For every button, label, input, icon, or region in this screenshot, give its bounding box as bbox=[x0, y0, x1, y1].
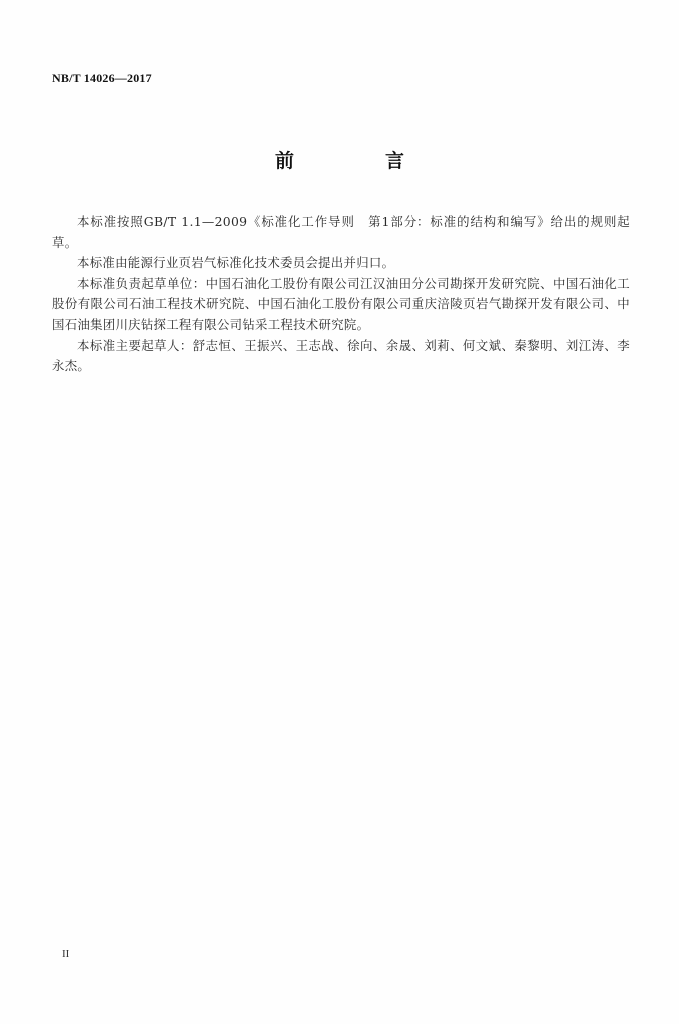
paragraph-drafters: 本标准主要起草人：舒志恒、王振兴、王志战、徐向、余晟、刘莉、何文斌、秦黎明、刘江涛、李永杰。 bbox=[52, 337, 630, 374]
standard-id: NB/T 14026—2017 bbox=[52, 71, 152, 85]
paragraph-drafting-rules: 本标准按照GB/T 1.1—2009《标准化工作导则 第1部分：标准的结构和编写》给出的规则起草。 bbox=[52, 214, 630, 250]
paragraph-proposer: 本标准由能源行业页岩气标准化技术委员会提出并归口。 bbox=[77, 255, 395, 271]
paragraph-drafting-units: 本标准负责起草单位：中国石油化工股份有限公司江汉油田分公司勘探开发研究院、中国石油化工股份有限公司石油工程技术研究院、中国石油化工股份有限公司重庆涪陵页岩气勘探开发有限公司、中国石油集团川庆钻探工程有限公司钻采工程技术研究院。 bbox=[52, 275, 630, 332]
foreword-body bbox=[52, 212, 630, 377]
section-title: 前 言 bbox=[274, 150, 440, 172]
page-number: II bbox=[62, 948, 70, 960]
